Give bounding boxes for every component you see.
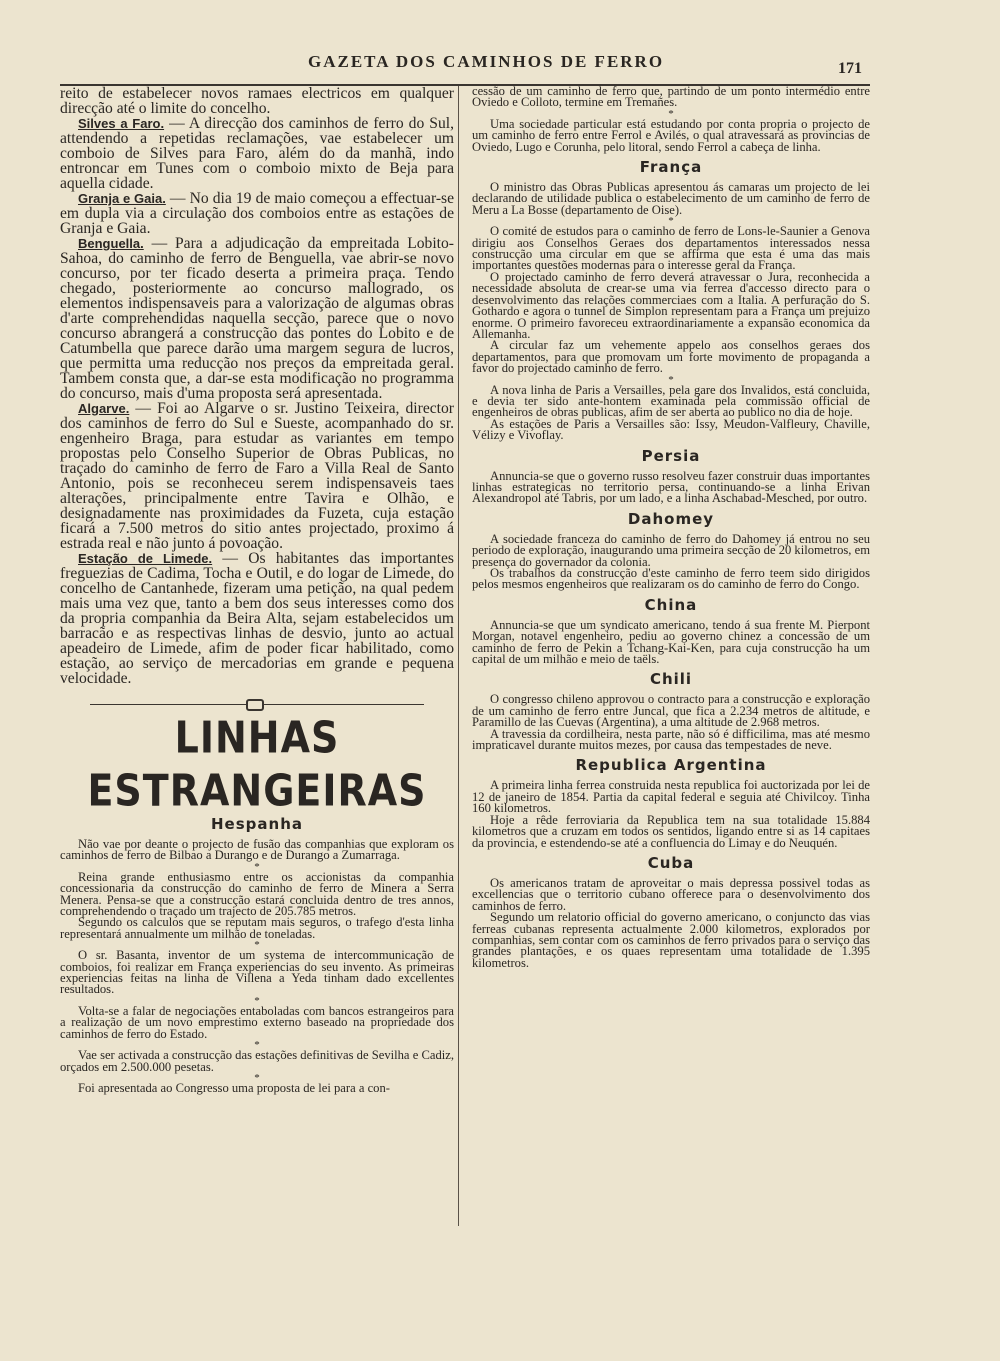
news-item: Não vae por deante o projecto de fusão das companhias que exploram os caminhos de ferro de Bilbao a Durango e de Durango a Zumarraga.	[60, 837, 454, 863]
article-lead: Estação de Limede.	[78, 551, 213, 566]
news-item: O congresso chileno approvou o contracto para a construcção e exploração de um caminho de ferro entre Juncal, que fica a 2.234 metros de altitude, e Paramillo de las Cuevas (Argentina), a uma altitude de 2.968 metros.	[472, 692, 870, 730]
left-column	[60, 86, 454, 1236]
news-item: O ministro das Obras Publicas apresentou ás camaras um projecto de lei declarando de utilidade publica o estabelecimento de um caminho de ferro de Meru a La Bosse (departamento de Oise).	[472, 180, 870, 217]
news-item: O sr. Basanta, inventor de um systema de intercommunicação de comboios, foi realizar em França experiencias do seu invento. As primeiras experiencias feitas na linha de Villena a Yeda tinham dado excellentes resultados.	[60, 948, 454, 997]
news-item: Os americanos tratam de aproveitar o mais depressa possivel todas as excellencias que o territorio cubano offerece para o desenvolvimento dos caminhos de ferro.	[472, 875, 870, 913]
news-item: Hoje a rêde ferroviaria da Republica tem na sua totalidade 15.884 kilometros que a cruzam em todos os sentidos, ligando entre si as 14 capitaes da provincia, e estendendo-se até a confluencia do Limay e do Neuquén.	[472, 812, 870, 850]
article-algarve	[60, 401, 454, 551]
news-item: Annuncia-se que um syndicato americano, tendo á sua frente M. Pierpont Morgan, notavel engenheiro, pediu ao governo chinez a concessão de um caminho de ferro de Pekin a Tchang-Kai-Ken, para cuja construcção ha um capital de um milhão e meio de taëls.	[472, 617, 870, 667]
article-text: — Os habitantes das importantes freguezias de Cadima, Tocha e Outil, e do logar de Limede, do concelho de Cantanhede, fizeram uma petição, na qual pedem mais uma vez que, tanto a bem dos seus interesses como dos da propria companhia da Beira Alta, sejam estabelecidos um barracão e as respectivas linhas de desvio, junto ao actual apeadeiro de Limede, afim de poder ficar habilitado, como estação, ao serviço de mercadorias em grande e pequena velocidade.	[60, 550, 454, 687]
article-text: — Foi ao Algarve o sr. Justino Teixeira, director dos caminhos de ferro do Sul e Sueste, acompanhado do sr. engenheiro Braga, para estudar as variantes em tempo propostas pelo Conselho Superior de Obras Publicas, no traçado do caminho de ferro de Faro a Villa Real de Santo Antonio, pois se reconheceu serem indispensaveis taes alterações, principalmente entre Tavira e Olhão, e designadamente nas proximidades da Fuzeta, cuja estação ficará a 7.500 metros do sitio antes projectado, proximo á estrada real e não junto á povoação.	[60, 400, 454, 552]
news-item: A circular faz um vehemente appelo aos conselhos geraes dos departamentos, para que promovam um forte movimento de propaganda a favor do projectado caminho de ferro.	[472, 338, 870, 376]
section-title: Dahomey	[627, 509, 715, 528]
news-item: A primeira linha ferrea construida nesta republica foi auctorizada por lei de 12 de janeiro de 1854. Partia da capital federal e seguia até Chivilcoy. Tinha 160 kilometros.	[472, 778, 870, 816]
news-item: Volta-se a falar de negociações entaboladas com bancos estrangeiros para a realização de um novo emprestimo externo baseado na propriedade dos caminhos de ferro do Estado.	[60, 1003, 454, 1041]
asterisk-separator: *	[254, 860, 260, 873]
news-item: Segundo os calculos que se reputam mais seguros, o trafego d'esta linha representará annualmente um milhão de toneladas.	[60, 915, 454, 941]
asterisk-separator: *	[668, 215, 674, 228]
section-title: França	[639, 158, 703, 177]
page-number: 171	[838, 60, 862, 77]
news-item: As estações de Paris a Versailles são: Issy, Meudon-Valfleury, Chaville, Vélizy e Vivoflay.	[472, 416, 870, 443]
section-title: Cuba	[647, 853, 695, 872]
news-item: Annuncia-se que o governo russo resolveu fazer construir duas importantes linhas estrategicas no territorio persa, continuando-se a linha Erivan Alexandropol até Tabris, por um lado, e a linha Aschabad-Mesched, por outro.	[472, 468, 870, 506]
article-lead: Benguella.	[78, 236, 144, 251]
news-item: O comité de estudos para o caminho de ferro de Lons-le-Saunier a Genova dirigiu aos Conselhos Geraes dos departamentos interessados nessa construcção uma circular em que se affirma que esta é uma das mais importantes questões modernas para o interesse geral da França.	[472, 224, 870, 273]
asterisk-separator: *	[668, 107, 674, 120]
news-item: Os trabalhos da construcção d'este caminho de ferro teem sido dirigidos pelos mesmos engenheiros que realizaram os do caminho de ferro do Congo.	[472, 566, 870, 592]
article-granja	[60, 191, 454, 236]
section-title: Persia	[641, 446, 701, 465]
article-text: — Para a adjudicação da empreitada Lobito-Sahoa, do caminho de ferro de Benguella, vae abrir-se novo concurso, por ter ficado deserta a primeira praça. Tendo chegado, posteriormente ao concurso mallogrado, os elementos indispensaveis para a valorização de algumas obras d'arte comprehendidas naquella secção, parece que o novo concurso abrangerá a construcção das pontes do Lobito e de Catumbella que parece darão uma margem segura de lucros, que permitta uma reducção nos preços da empreitada geral. Tambem consta que, a dar-se esta modificação no programma do concurso, mais d'uma proposta será apresentada.	[60, 235, 454, 402]
asterisk-separator: *	[254, 1071, 260, 1084]
asterisk-separator: *	[254, 1039, 260, 1052]
column-rule	[458, 86, 459, 1226]
masthead: GAZETA DOS CAMINHOS DE FERRO	[308, 52, 665, 71]
article-limede	[60, 551, 454, 686]
article-lead: Algarve.	[78, 401, 130, 416]
divider-knot	[246, 699, 264, 711]
news-item: Segundo um relatorio official do governo americano, o conjuncto das vias ferreas cubanas representa actualmente 2.000 kilometros, explorados por companhias, sem contar com os caminhos de ferro privados para o serviço das grandes plantações, e os quaes representam uma totalidade de 1.395 kilometros.	[472, 910, 870, 970]
section-banner: LINHAS ESTRANGEIRAS	[87, 712, 427, 816]
asterisk-separator: *	[254, 939, 260, 952]
section-title: Republica Argentina	[575, 756, 767, 775]
news-item: A sociedade franceza do caminho de ferro do Dahomey já entrou no seu periodo de exploração, inaugurando uma primeira secção de 20 kilometros, em presença do governador da colonia.	[472, 531, 870, 569]
right-column	[472, 86, 870, 1246]
local-news	[60, 86, 454, 686]
asterisk-separator: *	[668, 373, 674, 386]
news-item: Vae ser activada a construcção das estações definitivas de Sevilha e Cadiz, orçados em 2.500.000 pesetas.	[60, 1048, 454, 1074]
page-header	[60, 50, 870, 86]
article-text: — A direcção dos caminhos de ferro do Sul, attendendo a repetidas reclamações, vae estabelecer um comboio de Silves para Faro, além do da manhã, indo entroncar em Tunes com o comboio mixto de Beja para aquella cidade.	[60, 115, 454, 192]
article-text: — No dia 19 de maio começou a effectuar-se em dupla via a circulação dos comboios entre as estações de Granja e Gaia.	[60, 190, 454, 237]
article-lead: Silves a Faro.	[78, 116, 165, 131]
article-silves	[60, 116, 454, 191]
news-item: Foi apresentada ao Congresso uma proposta de lei para a con-	[78, 1080, 390, 1095]
news-item: cessão de um caminho de ferro que, partindo de um ponto intermédio entre Oviedo e Colloto, termine em Tremañes.	[472, 86, 870, 110]
section-title: China	[644, 595, 698, 614]
ornament-divider	[60, 696, 454, 712]
news-item: A travessia da cordilheira, nesta parte, não só é difficilima, mas até mesmo impraticavel durante muitos mezes, por causa das tempestades de neve.	[472, 726, 870, 753]
article-benguella	[60, 236, 454, 401]
section-hespanha	[60, 815, 454, 1094]
news-item: A nova linha de Paris a Versailles, pela gare dos Invalidos, está concluida, e devia ter sido ante-hontem examinada pela commissão official de engenheiros de obras publicas, afim de ser aberta ao publico no dia de hoje.	[472, 382, 870, 420]
news-item: Uma sociedade particular está estudando por conta propria o projecto de um caminho de ferro entre Ferrol e Avilés, o qual atravessará as provincias de Oviedo, Lugo e Corunha, pelo litoral, sendo Ferrol a cabeça de linha.	[472, 116, 870, 154]
section-title: Hespanha	[211, 815, 303, 833]
asterisk-separator: *	[254, 994, 260, 1007]
news-item: O projectado caminho de ferro deverá atravessar o Jura, reconhecida a necessidade absoluta de crear-se uma via ferrea d'accesso directo para o desenvolvimento das relações commerciaes com a Italia. A perfuração do S. Gothardo e agora o tunnel de Simplon representam para a França um prejuizo enorme. O primeiro favoreceu extraordinariamente a expansão economica da Allemanha.	[472, 269, 870, 341]
section-title: Chili	[649, 670, 693, 689]
article-continuation: reito de estabelecer novos ramaes electricos em qualquer direcção até o limite do concelho.	[60, 86, 454, 117]
news-item: Reina grande enthusiasmo entre os accionistas da companhia concessionaria da construcção do caminho de ferro de Minera a Serra Menera. Pensa-se que a construcção estará concluida dentro de tres annos, comprehendendo o traçado um trajecto de 205.785 metros.	[60, 869, 454, 919]
article-lead: Granja e Gaia.	[78, 191, 166, 206]
